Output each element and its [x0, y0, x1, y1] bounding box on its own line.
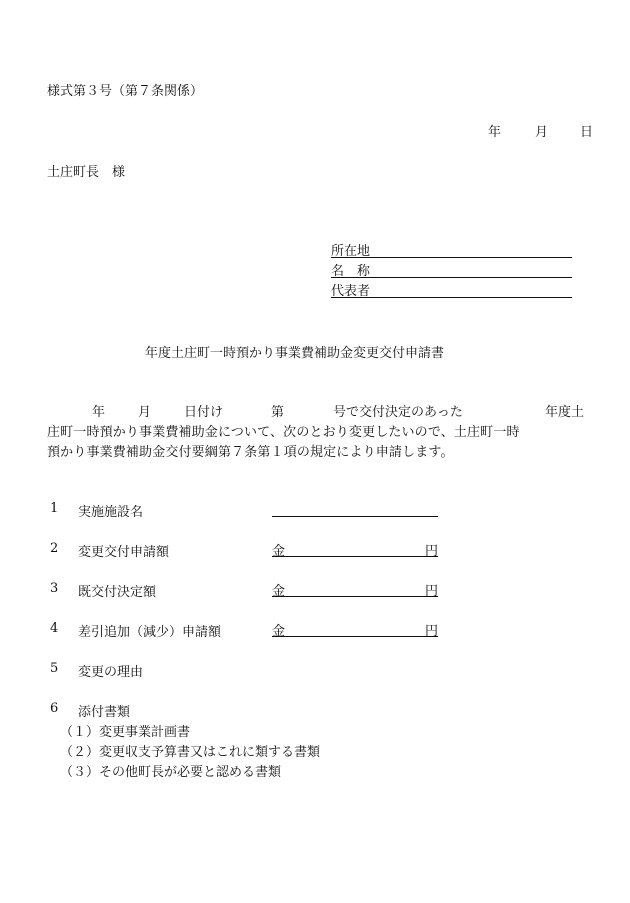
form-number: 様式第３号（第７条関係） [47, 84, 204, 99]
addressee: 土庄町長 様 [47, 165, 126, 180]
change-amount-field[interactable] [272, 540, 438, 557]
representative-field[interactable] [331, 280, 572, 298]
yen-suffix: 円 [424, 544, 438, 559]
attachment-item: （３）その他町長が必要と認める書類 [60, 765, 282, 780]
yen-prefix: 金 [272, 544, 286, 559]
difference-amount-field[interactable] [272, 620, 438, 637]
item-number: 3 [50, 581, 59, 596]
attachment-item: （１）変更事業計画書 [60, 725, 191, 740]
attachment-item: （２）変更収支予算書又はこれに類する書類 [60, 745, 321, 760]
facility-name-field[interactable] [272, 500, 438, 517]
item-number: 1 [50, 501, 59, 516]
date-year-label: 年 [488, 125, 502, 140]
item-number: 2 [50, 541, 59, 556]
body-year: 年 [92, 405, 106, 420]
name-label: 名 称 [331, 264, 371, 279]
body-number-text: 号で交付決定のあった [333, 405, 463, 420]
body-year-end: 年度土 [545, 405, 585, 420]
body-line-2: 庄町一時預かり事業費補助金について、次のとおり変更したいので、土庄町一時 [47, 425, 520, 440]
item-label-difference-amount: 差引追加（減少）申請額 [78, 625, 222, 640]
yen-prefix: 金 [272, 584, 286, 599]
body-line-3: 預かり事業費補助金交付要綱第７条第１項の規定により申請します。 [47, 445, 454, 460]
item-number: 6 [50, 701, 59, 716]
body-month: 月 [138, 405, 152, 420]
item-label-decided-amount: 既交付決定額 [78, 585, 157, 600]
item-number: 4 [50, 621, 59, 636]
name-field[interactable] [331, 260, 572, 278]
yen-suffix: 円 [424, 624, 438, 639]
item-number: 5 [50, 661, 59, 676]
yen-prefix: 金 [272, 624, 286, 639]
date-month-label: 月 [535, 125, 549, 140]
address-field[interactable] [331, 240, 572, 258]
item-label-change-reason: 変更の理由 [78, 665, 144, 680]
date-day-label: 日 [580, 125, 594, 140]
decided-amount-field[interactable] [272, 580, 438, 597]
body-dai: 第 [271, 405, 285, 420]
document-title: 年度土庄町一時預かり事業費補助金変更交付申請書 [145, 346, 445, 361]
item-label-attachments: 添付書類 [78, 705, 131, 720]
item-label-facility-name: 実施施設名 [78, 505, 144, 520]
body-day-dated: 日付け [184, 405, 224, 420]
yen-suffix: 円 [424, 584, 438, 599]
representative-label: 代表者 [331, 284, 371, 299]
address-label: 所在地 [331, 244, 371, 259]
item-label-change-amount: 変更交付申請額 [78, 545, 170, 560]
